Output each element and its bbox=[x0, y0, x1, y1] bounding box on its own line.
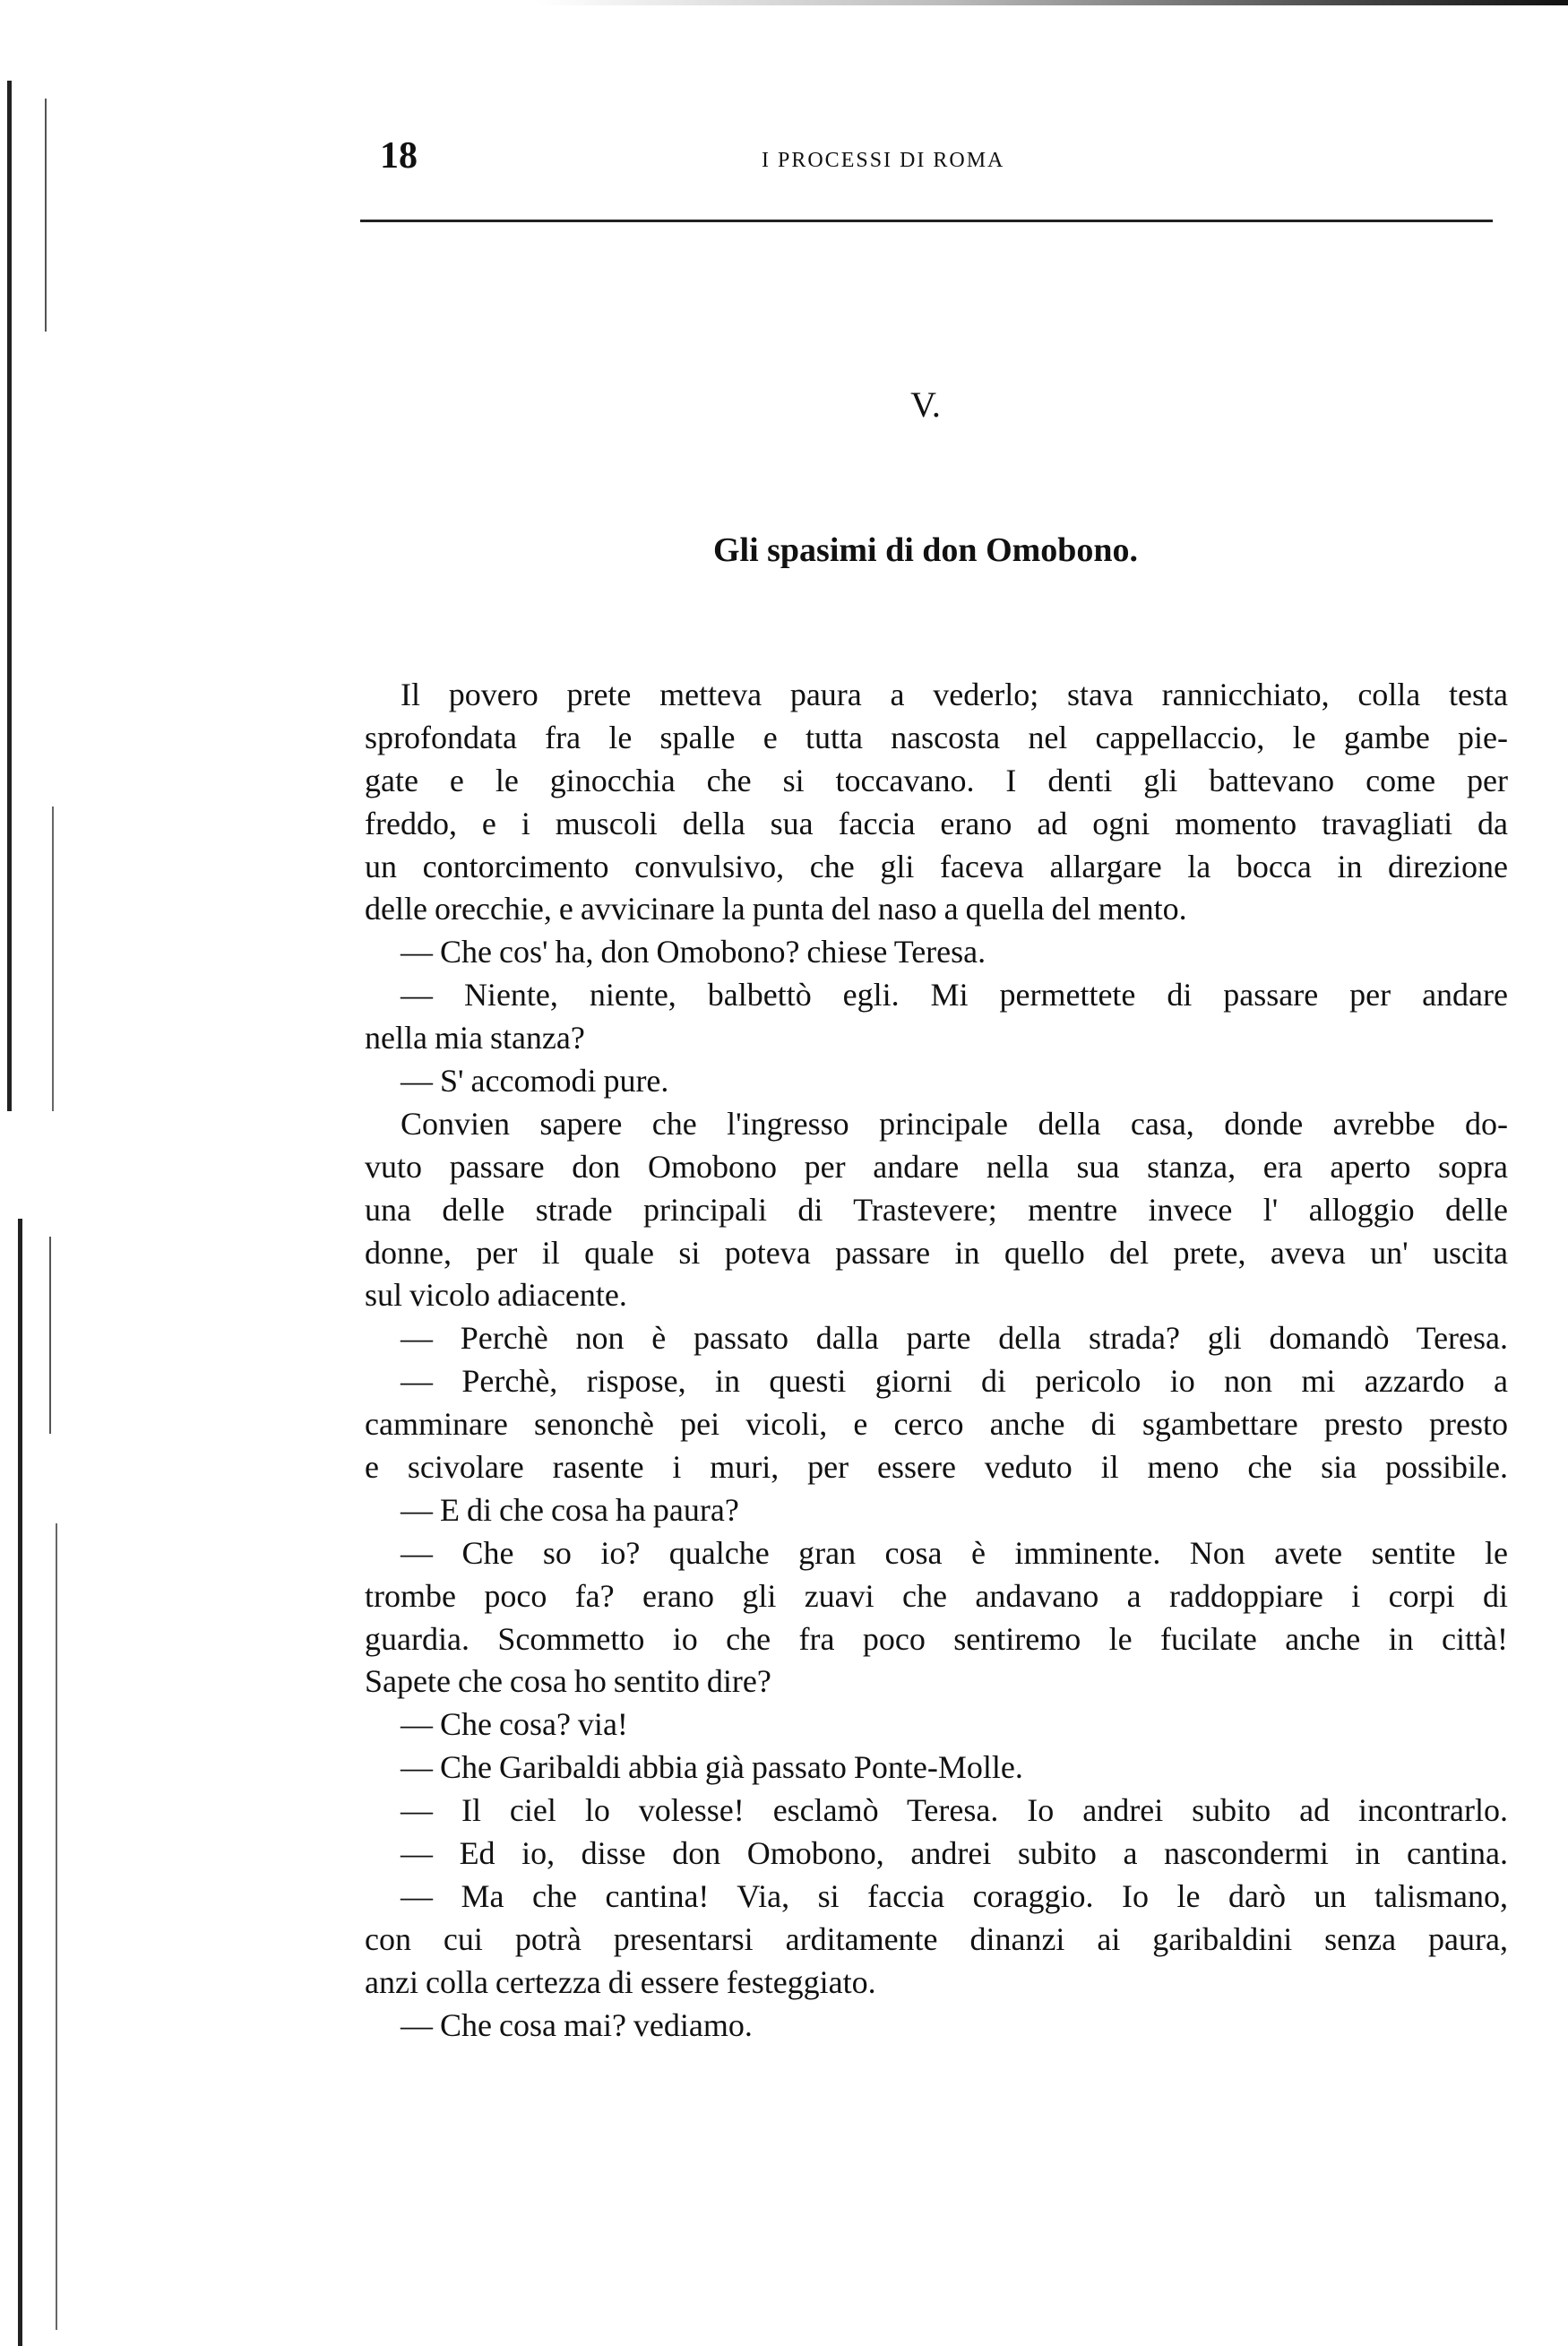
text-line: delle orecchie, e avvicinare la punta del naso a quella del mento. bbox=[365, 891, 1187, 927]
text-line: sul vicolo adiacente. bbox=[365, 1277, 627, 1314]
scan-left-edge bbox=[18, 1219, 22, 2346]
text-line: una delle strade principali di Trastevere; mentre invece l' alloggio delle bbox=[365, 1191, 1508, 1228]
scan-left-edge bbox=[49, 1237, 51, 1434]
text-line: nella mia stanza? bbox=[365, 1020, 585, 1057]
scan-left-edge bbox=[52, 806, 54, 1111]
text-line: con cui potrà presentarsi arditamente dinanzi ai garibaldini senza paura, bbox=[365, 1920, 1508, 1957]
text-line: trombe poco fa? erano gli zuavi che andavano a raddoppiare i corpi di bbox=[365, 1577, 1508, 1614]
text-line: sprofondata fra le spalle e tutta nascosta nel cappellaccio, le gambe pie- bbox=[365, 719, 1508, 755]
page-number: 18 bbox=[380, 135, 418, 177]
text-line: anzi colla certezza di essere festeggiato. bbox=[365, 1963, 876, 2000]
text-line: — Niente, niente, balbettò egli. Mi permettete di passare per andare bbox=[401, 977, 1508, 1013]
chapter-number: V. bbox=[910, 384, 941, 425]
text-line: camminare senonchè pei vicoli, e cerco anche di sgambettare presto presto bbox=[365, 1406, 1508, 1443]
text-line: — Che cos' ha, don Omobono? chiese Teresa. bbox=[401, 934, 986, 970]
scan-top-edge bbox=[538, 0, 1568, 5]
text-line: — E di che cosa ha paura? bbox=[401, 1491, 739, 1528]
text-line: — Il ciel lo volesse! esclamò Teresa. Io andrei subito ad incontrarlo. bbox=[401, 1792, 1508, 1829]
text-line: un contorcimento convulsivo, che gli faceva allargare la bocca in direzione bbox=[365, 848, 1508, 884]
header-rule bbox=[360, 220, 1493, 222]
body-text bbox=[365, 674, 1508, 2048]
text-line: e scivolare rasente i muri, per essere veduto il meno che sia possibile. bbox=[365, 1449, 1508, 1486]
text-line: — Che Garibaldi abbia già passato Ponte-Molle. bbox=[401, 1749, 1023, 1786]
text-line: donne, per il quale si poteva passare in quello del prete, aveva un' uscita bbox=[365, 1234, 1508, 1271]
text-line: — Perchè, rispose, in questi giorni di pericolo io non mi azzardo a bbox=[401, 1363, 1508, 1400]
text-line: freddo, e i muscoli della sua faccia erano ad ogni momento travagliati da bbox=[365, 805, 1508, 841]
text-line: — Ma che cantina! Via, si faccia coraggio. Io le darò un talismano, bbox=[401, 1877, 1508, 1914]
text-line: — Perchè non è passato dalla parte della strada? gli domandò Teresa. bbox=[401, 1320, 1508, 1357]
chapter-title: Gli spasimi di don Omobono. bbox=[712, 531, 1139, 569]
text-line: — S' accomodi pure. bbox=[401, 1063, 669, 1100]
text-line: — Ed io, disse don Omobono, andrei subito a nascondermi in cantina. bbox=[401, 1835, 1508, 1872]
scan-left-edge bbox=[7, 81, 12, 1111]
text-line: Convien sapere che l'ingresso principale della casa, donde avrebbe do- bbox=[401, 1105, 1508, 1142]
text-line: Sapete che cosa ho sentito dire? bbox=[365, 1663, 771, 1700]
running-title: I PROCESSI DI ROMA bbox=[762, 149, 1005, 172]
text-line: vuto passare don Omobono per andare nella sua stanza, era aperto sopra bbox=[365, 1148, 1508, 1185]
text-line: gate e le ginocchia che si toccavano. I denti gli battevano come per bbox=[365, 762, 1508, 798]
text-line: — Che so io? qualche gran cosa è imminente. Non avete sentite le bbox=[401, 1534, 1508, 1571]
text-line: guardia. Scommetto io che fra poco sentiremo le fucilate anche in città! bbox=[365, 1620, 1508, 1657]
scan-left-edge bbox=[56, 1523, 57, 2330]
scan-left-edge bbox=[45, 99, 47, 332]
text-line: Il povero prete metteva paura a vederlo; stava rannicchiato, colla testa bbox=[401, 677, 1508, 712]
text-line: — Che cosa? via! bbox=[401, 1706, 628, 1743]
text-line: — Che cosa mai? vediamo. bbox=[401, 2006, 753, 2043]
